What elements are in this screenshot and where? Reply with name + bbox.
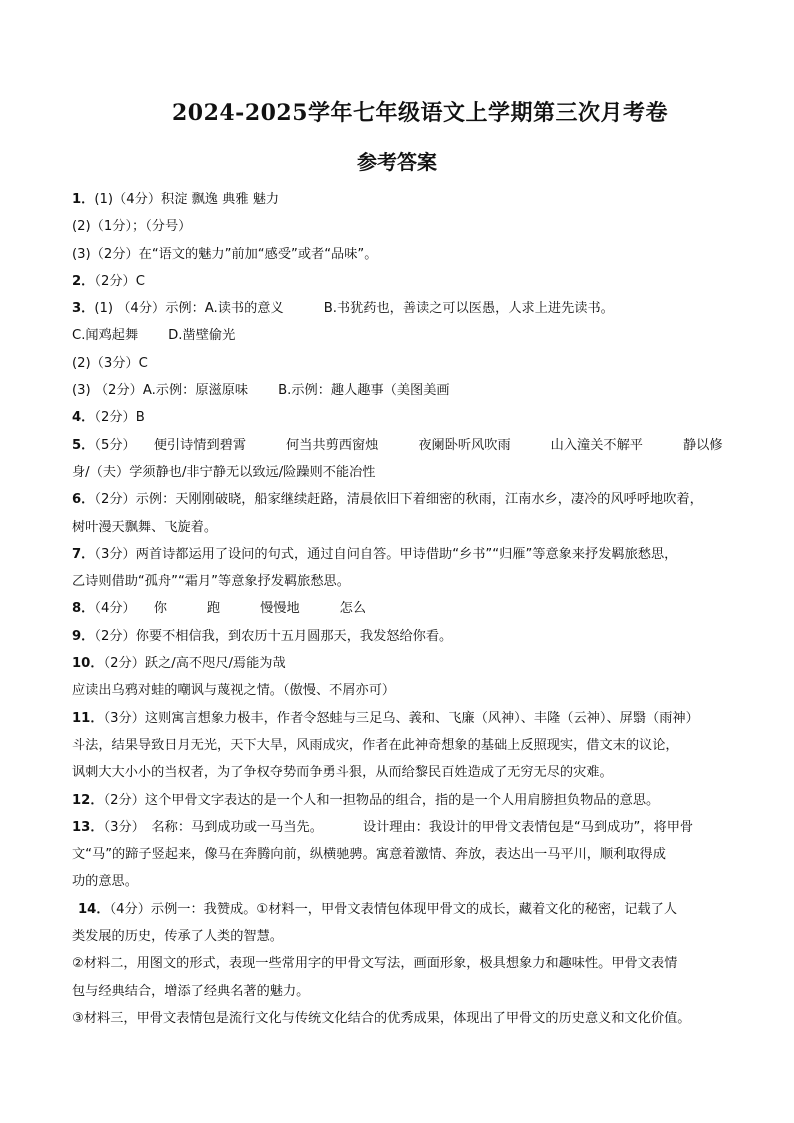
- answer-11-cont-1: 斗法，结果导致日月无光，天下大旱，风雨成灾，作者在此神奇想象的基础上反照现实，借文末的议论，: [72, 737, 679, 753]
- answer-14-cont-3: 包与经典结合，增添了经典名著的魅力。: [72, 983, 310, 999]
- answer-13-cont-1: 文“马”的蹄子竖起来，像马在奔腾向前，纵横驰骋。寓意着激情、奔放，表达出一马平川，顺利取得成: [72, 847, 666, 863]
- page-subtitle: 参考答案: [357, 150, 437, 174]
- answer-12: 12．（2分）这个甲骨文字表达的是一个人和一担物品的组合，指的是一个人用肩膀担负物品的意思。: [72, 792, 660, 808]
- question-number: 6．: [72, 492, 95, 508]
- answer-4: 4．（2分）B: [72, 410, 145, 426]
- answer-6-cont: 树叶漫天飘舞、飞旋着。: [72, 519, 218, 535]
- answer-11: 11．（3分）这则寓言想象力极丰，作者令怒蛙与三足乌、義和、飞廉（风神）、丰隆（云神）、屏翳（雨神）: [72, 710, 699, 726]
- answer-9: 9．（2分）你要不相信我，到农历十五月圆那天，我发怒给你看。: [72, 628, 453, 644]
- question-number: 5．: [72, 437, 95, 453]
- answer-8: 8．（4分） 你 跑 慢慢地 怎么: [72, 601, 367, 617]
- answer-10: 10．（2分）跃之/高不咫尺/焉能为哉: [72, 656, 286, 672]
- answer-7-cont: 乙诗则借助“孤舟”“霜月”等意象抒发羁旅愁思。: [72, 574, 350, 590]
- answer-10-cont: 应读出乌鸦对蛙的嘲讽与蔑视之情。（傲慢、不屑亦可）: [72, 683, 396, 699]
- question-number: 1．: [72, 192, 95, 207]
- question-number: 7．: [72, 546, 95, 562]
- question-number: 13．: [72, 819, 104, 835]
- question-number: 4．: [72, 410, 95, 426]
- page-title: 2024-2025学年七年级语文上学期第三次月考卷: [171, 100, 669, 126]
- question-number: 8．: [72, 601, 95, 617]
- question-number: 11．: [72, 710, 104, 726]
- question-number: 14．: [78, 901, 110, 917]
- answer-13: 13．（3分） 名称：马到成功或一马当先。 设计理由：我设计的甲骨文表情包是“马到成功”，将甲骨: [72, 819, 694, 835]
- answer-3-part-2: (2)（3分）C: [72, 355, 148, 371]
- answer-13-cont-2: 功的意思。: [72, 874, 138, 890]
- question-number: 3．: [72, 301, 95, 317]
- answer-1-part-3: (3)（2分）在“语文的魅力”前加“感受”或者“品味”。: [72, 246, 378, 262]
- answer-6: 6．（2分）示例：天刚刚破晓，船家继续赶路，清晨依旧下着细密的秋雨，江南水乡，凄冷的风呼呼地吹着，: [72, 492, 703, 508]
- answer-14-cont-4: ③材料三，甲骨文表情包是流行文化与传统文化结合的优秀成果，体现出了甲骨文的历史意义和文化价值。: [72, 1010, 691, 1026]
- answer-2: 2．（2分）C: [72, 273, 145, 289]
- answer-14-cont-2: ②材料二，用图文的形式，表现一些常用字的甲骨文写法，画面形象，极具想象力和趣味性。甲骨文表情: [72, 956, 678, 972]
- answer-1-part-1: 1．(1)（4分）积淀 飘逸 典雅 魅力: [72, 192, 280, 207]
- answer-11-cont-2: 讽刺大大小小的当权者，为了争权夺势而争勇斗狠，从而给黎民百姓造成了无穷无尽的灾难。: [72, 765, 613, 781]
- question-number: 12．: [72, 792, 104, 808]
- question-number: 10．: [72, 656, 104, 672]
- answer-14: 14．（4分）示例一：我赞成。①材料一，甲骨文表情包体现甲骨文的成长，藏着文化的秘密，记载了人: [78, 901, 678, 917]
- answer-3-part-3: (3) （2分）A.示例：原滋原味 B.示例：趣人趣事（美图美画: [72, 383, 450, 399]
- answer-body: [72, 186, 742, 1032]
- question-number: 2．: [72, 273, 95, 289]
- answer-7: 7．（3分）两首诗都运用了设问的句式，通过自问自答。甲诗借助“乡书”“归雁”等意象来抒发羁旅愁思，: [72, 546, 678, 562]
- answer-14-cont-1: 类发展的历史，传承了人类的智慧。: [72, 929, 283, 945]
- answer-5-cont: 身/（夫）学须静也/非宁静无以致远/险躁则不能冶性: [72, 464, 376, 480]
- answer-3-part-1: 3．(1) （4分）示例：A.读书的意义 B.书犹药也，善读之可以医愚，人求上进先读书。: [72, 301, 614, 317]
- answer-3-part-1-cont: C.闻鸡起舞 D.凿壁偷光: [72, 328, 236, 344]
- answer-5: 5．（5分） 便引诗情到碧霄 何当共剪西窗烛 夜阑卧听风吹雨 山入潼关不解平 静以修: [72, 437, 723, 453]
- question-number: 9．: [72, 628, 95, 644]
- answer-1-part-2: (2)（1分）；（分号）: [72, 219, 192, 235]
